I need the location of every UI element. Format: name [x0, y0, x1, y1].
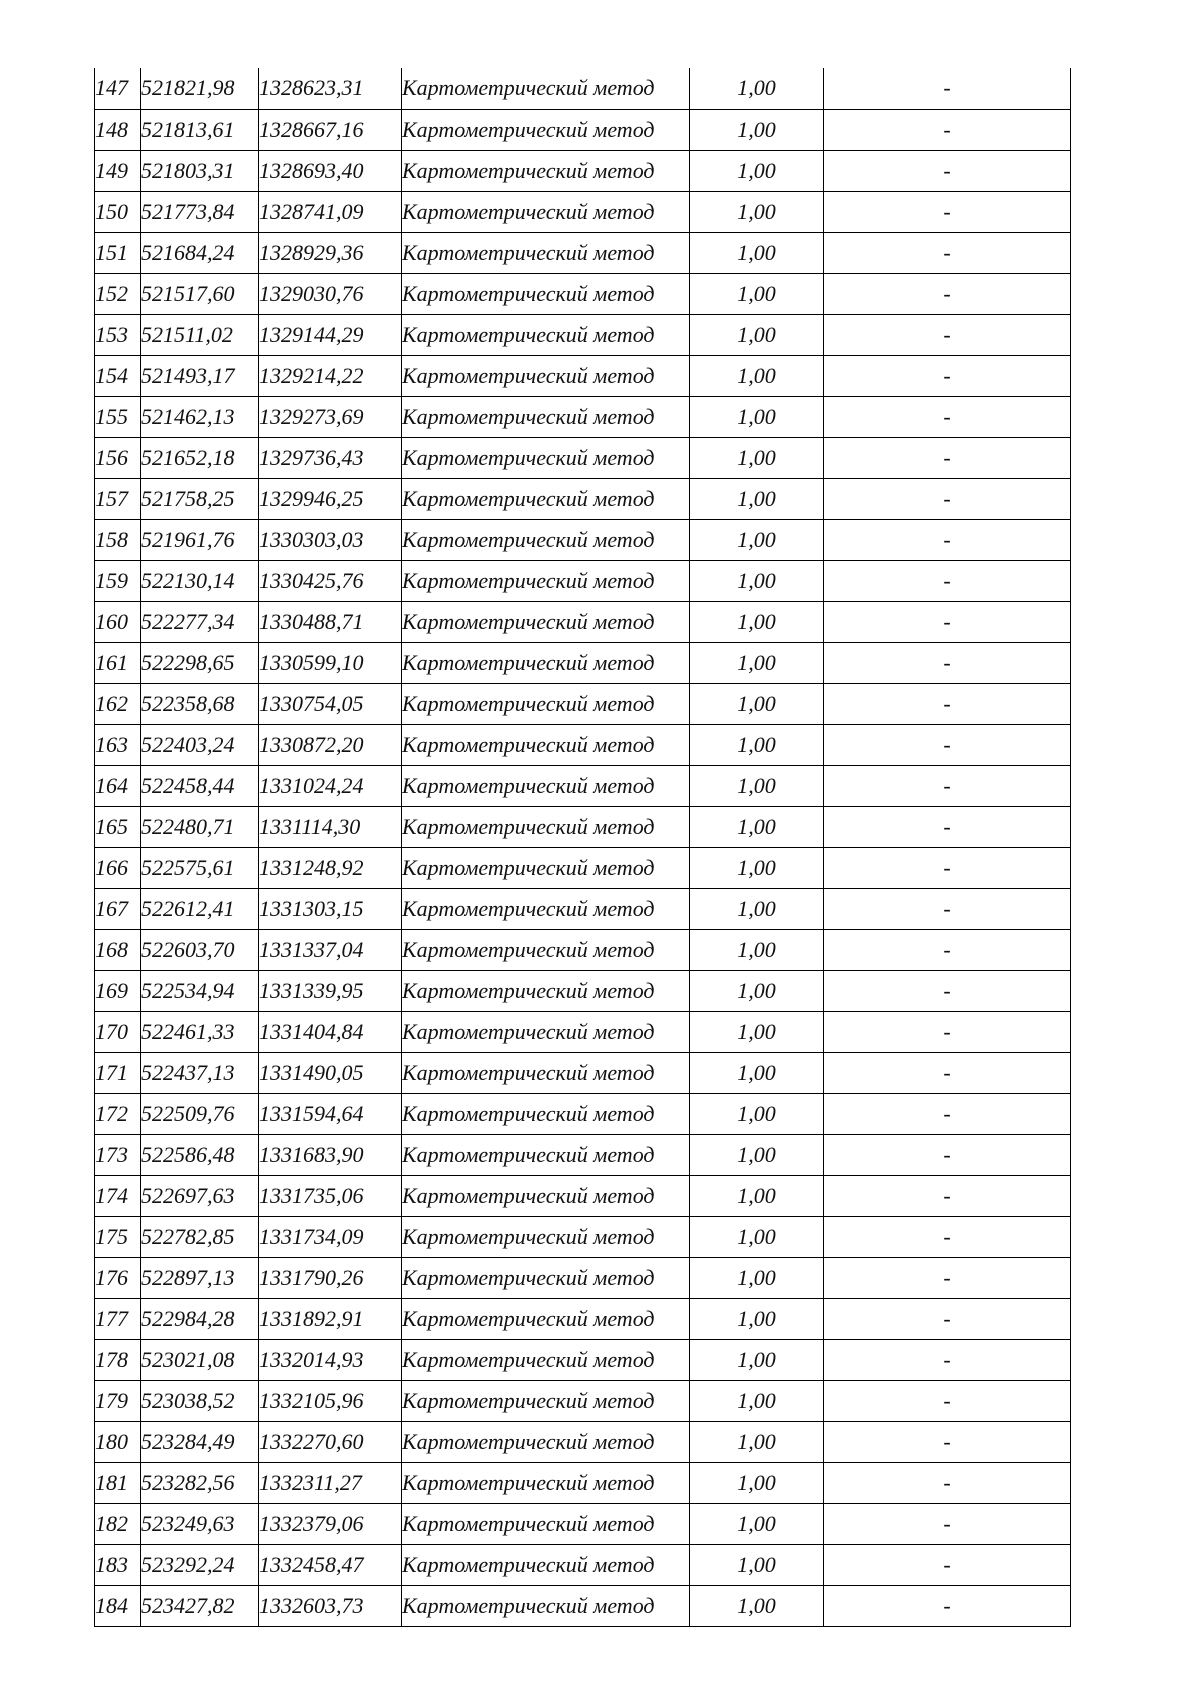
coordinate-y-cell: 1331734,09 [259, 1216, 402, 1257]
point-number-cell: 167 [95, 888, 141, 929]
point-number-cell: 155 [95, 396, 141, 437]
description-cell: - [824, 191, 1071, 232]
point-number-cell: 153 [95, 314, 141, 355]
coordinate-y-cell: 1331114,30 [259, 806, 402, 847]
method-cell: Картометрический метод [402, 1339, 690, 1380]
description-cell: - [824, 601, 1071, 642]
point-number-cell: 179 [95, 1380, 141, 1421]
coordinate-y-cell: 1328667,16 [259, 109, 402, 150]
coordinate-y-cell: 1329214,22 [259, 355, 402, 396]
accuracy-cell: 1,00 [690, 1585, 824, 1626]
accuracy-cell: 1,00 [690, 1298, 824, 1339]
description-cell: - [824, 1052, 1071, 1093]
point-number-cell: 183 [95, 1544, 141, 1585]
accuracy-cell: 1,00 [690, 150, 824, 191]
table-row [95, 1421, 1071, 1462]
coordinate-y-cell: 1331339,95 [259, 970, 402, 1011]
accuracy-cell: 1,00 [690, 765, 824, 806]
coordinate-y-cell: 1328623,31 [259, 68, 402, 109]
description-cell: - [824, 888, 1071, 929]
accuracy-cell: 1,00 [690, 437, 824, 478]
description-cell: - [824, 396, 1071, 437]
method-cell: Картометрический метод [402, 314, 690, 355]
table-row [95, 601, 1071, 642]
description-cell: - [824, 1257, 1071, 1298]
description-cell: - [824, 1339, 1071, 1380]
point-number-cell: 175 [95, 1216, 141, 1257]
table-row [95, 396, 1071, 437]
point-number-cell: 171 [95, 1052, 141, 1093]
accuracy-cell: 1,00 [690, 191, 824, 232]
method-cell: Картометрический метод [402, 1462, 690, 1503]
method-cell: Картометрический метод [402, 1380, 690, 1421]
table-row [95, 1544, 1071, 1585]
table-row [95, 1093, 1071, 1134]
coordinate-x-cell: 523249,63 [141, 1503, 259, 1544]
table-row [95, 1298, 1071, 1339]
description-cell: - [824, 1380, 1071, 1421]
coordinate-x-cell: 522586,48 [141, 1134, 259, 1175]
table-row [95, 929, 1071, 970]
point-number-cell: 159 [95, 560, 141, 601]
table-row [95, 1175, 1071, 1216]
accuracy-cell: 1,00 [690, 847, 824, 888]
accuracy-cell: 1,00 [690, 1257, 824, 1298]
coordinate-x-cell: 521684,24 [141, 232, 259, 273]
description-cell: - [824, 724, 1071, 765]
coordinate-x-cell: 523282,56 [141, 1462, 259, 1503]
coordinate-x-cell: 522782,85 [141, 1216, 259, 1257]
coordinate-x-cell: 523021,08 [141, 1339, 259, 1380]
method-cell: Картометрический метод [402, 1503, 690, 1544]
point-number-cell: 152 [95, 273, 141, 314]
coordinates-table [94, 68, 1071, 1627]
coordinate-y-cell: 1329946,25 [259, 478, 402, 519]
method-cell: Картометрический метод [402, 191, 690, 232]
description-cell: - [824, 765, 1071, 806]
method-cell: Картометрический метод [402, 437, 690, 478]
accuracy-cell: 1,00 [690, 396, 824, 437]
point-number-cell: 176 [95, 1257, 141, 1298]
description-cell: - [824, 68, 1071, 109]
point-number-cell: 177 [95, 1298, 141, 1339]
coordinate-x-cell: 521462,13 [141, 396, 259, 437]
accuracy-cell: 1,00 [690, 806, 824, 847]
table-row [95, 150, 1071, 191]
accuracy-cell: 1,00 [690, 1380, 824, 1421]
coordinate-x-cell: 521961,76 [141, 519, 259, 560]
point-number-cell: 174 [95, 1175, 141, 1216]
accuracy-cell: 1,00 [690, 68, 824, 109]
table-row [95, 68, 1071, 109]
table-row [95, 1134, 1071, 1175]
coordinate-y-cell: 1328929,36 [259, 232, 402, 273]
method-cell: Картометрический метод [402, 642, 690, 683]
coordinate-x-cell: 522509,76 [141, 1093, 259, 1134]
method-cell: Картометрический метод [402, 396, 690, 437]
accuracy-cell: 1,00 [690, 683, 824, 724]
table-row [95, 1052, 1071, 1093]
point-number-cell: 173 [95, 1134, 141, 1175]
method-cell: Картометрический метод [402, 765, 690, 806]
method-cell: Картометрический метод [402, 1585, 690, 1626]
description-cell: - [824, 1093, 1071, 1134]
point-number-cell: 147 [95, 68, 141, 109]
table-row [95, 437, 1071, 478]
coordinate-x-cell: 522130,14 [141, 560, 259, 601]
point-number-cell: 172 [95, 1093, 141, 1134]
coordinate-y-cell: 1329736,43 [259, 437, 402, 478]
coordinate-y-cell: 1332379,06 [259, 1503, 402, 1544]
description-cell: - [824, 519, 1071, 560]
coordinate-y-cell: 1332458,47 [259, 1544, 402, 1585]
coordinate-y-cell: 1329273,69 [259, 396, 402, 437]
document-page [94, 68, 1070, 1627]
coordinate-x-cell: 521773,84 [141, 191, 259, 232]
coordinate-x-cell: 523038,52 [141, 1380, 259, 1421]
table-row [95, 970, 1071, 1011]
method-cell: Картометрический метод [402, 806, 690, 847]
accuracy-cell: 1,00 [690, 1052, 824, 1093]
coordinates-table-body [95, 68, 1071, 1626]
method-cell: Картометрический метод [402, 560, 690, 601]
method-cell: Картометрический метод [402, 519, 690, 560]
coordinate-x-cell: 522984,28 [141, 1298, 259, 1339]
coordinate-x-cell: 522461,33 [141, 1011, 259, 1052]
table-row [95, 1380, 1071, 1421]
coordinate-y-cell: 1330425,76 [259, 560, 402, 601]
point-number-cell: 169 [95, 970, 141, 1011]
accuracy-cell: 1,00 [690, 232, 824, 273]
coordinate-y-cell: 1331404,84 [259, 1011, 402, 1052]
coordinate-x-cell: 522277,34 [141, 601, 259, 642]
point-number-cell: 182 [95, 1503, 141, 1544]
coordinate-y-cell: 1331594,64 [259, 1093, 402, 1134]
method-cell: Картометрический метод [402, 1421, 690, 1462]
point-number-cell: 156 [95, 437, 141, 478]
description-cell: - [824, 806, 1071, 847]
coordinate-x-cell: 522897,13 [141, 1257, 259, 1298]
description-cell: - [824, 109, 1071, 150]
table-row [95, 191, 1071, 232]
method-cell: Картометрический метод [402, 478, 690, 519]
table-row [95, 888, 1071, 929]
point-number-cell: 164 [95, 765, 141, 806]
description-cell: - [824, 560, 1071, 601]
method-cell: Картометрический метод [402, 1298, 690, 1339]
point-number-cell: 181 [95, 1462, 141, 1503]
accuracy-cell: 1,00 [690, 642, 824, 683]
point-number-cell: 180 [95, 1421, 141, 1462]
table-row [95, 109, 1071, 150]
description-cell: - [824, 1585, 1071, 1626]
point-number-cell: 162 [95, 683, 141, 724]
accuracy-cell: 1,00 [690, 724, 824, 765]
coordinate-x-cell: 521821,98 [141, 68, 259, 109]
accuracy-cell: 1,00 [690, 929, 824, 970]
accuracy-cell: 1,00 [690, 1503, 824, 1544]
table-row [95, 1339, 1071, 1380]
accuracy-cell: 1,00 [690, 1011, 824, 1052]
coordinate-x-cell: 522403,24 [141, 724, 259, 765]
coordinate-y-cell: 1331303,15 [259, 888, 402, 929]
table-row [95, 847, 1071, 888]
point-number-cell: 160 [95, 601, 141, 642]
coordinate-y-cell: 1328741,09 [259, 191, 402, 232]
accuracy-cell: 1,00 [690, 519, 824, 560]
coordinate-y-cell: 1331683,90 [259, 1134, 402, 1175]
description-cell: - [824, 1462, 1071, 1503]
method-cell: Картометрический метод [402, 601, 690, 642]
coordinate-y-cell: 1331248,92 [259, 847, 402, 888]
accuracy-cell: 1,00 [690, 1093, 824, 1134]
description-cell: - [824, 1544, 1071, 1585]
accuracy-cell: 1,00 [690, 560, 824, 601]
coordinate-y-cell: 1329144,29 [259, 314, 402, 355]
description-cell: - [824, 1298, 1071, 1339]
coordinate-x-cell: 521517,60 [141, 273, 259, 314]
table-row [95, 1585, 1071, 1626]
method-cell: Картометрический метод [402, 888, 690, 929]
description-cell: - [824, 150, 1071, 191]
description-cell: - [824, 847, 1071, 888]
description-cell: - [824, 1216, 1071, 1257]
point-number-cell: 158 [95, 519, 141, 560]
coordinate-x-cell: 522697,63 [141, 1175, 259, 1216]
method-cell: Картометрический метод [402, 1052, 690, 1093]
table-row [95, 314, 1071, 355]
description-cell: - [824, 683, 1071, 724]
description-cell: - [824, 642, 1071, 683]
method-cell: Картометрический метод [402, 970, 690, 1011]
coordinate-x-cell: 521493,17 [141, 355, 259, 396]
accuracy-cell: 1,00 [690, 478, 824, 519]
accuracy-cell: 1,00 [690, 314, 824, 355]
coordinate-y-cell: 1331490,05 [259, 1052, 402, 1093]
accuracy-cell: 1,00 [690, 970, 824, 1011]
method-cell: Картометрический метод [402, 1134, 690, 1175]
point-number-cell: 154 [95, 355, 141, 396]
method-cell: Картометрический метод [402, 847, 690, 888]
accuracy-cell: 1,00 [690, 1339, 824, 1380]
coordinate-x-cell: 523292,24 [141, 1544, 259, 1585]
description-cell: - [824, 1421, 1071, 1462]
method-cell: Картометрический метод [402, 683, 690, 724]
accuracy-cell: 1,00 [690, 1134, 824, 1175]
coordinate-y-cell: 1332270,60 [259, 1421, 402, 1462]
coordinate-y-cell: 1331735,06 [259, 1175, 402, 1216]
method-cell: Картометрический метод [402, 1011, 690, 1052]
description-cell: - [824, 437, 1071, 478]
table-row [95, 478, 1071, 519]
method-cell: Картометрический метод [402, 109, 690, 150]
coordinate-x-cell: 522358,68 [141, 683, 259, 724]
table-row [95, 1011, 1071, 1052]
point-number-cell: 163 [95, 724, 141, 765]
table-row [95, 273, 1071, 314]
coordinate-x-cell: 521652,18 [141, 437, 259, 478]
coordinate-x-cell: 522298,65 [141, 642, 259, 683]
accuracy-cell: 1,00 [690, 888, 824, 929]
coordinate-y-cell: 1330488,71 [259, 601, 402, 642]
method-cell: Картометрический метод [402, 929, 690, 970]
coordinate-y-cell: 1332014,93 [259, 1339, 402, 1380]
method-cell: Картометрический метод [402, 724, 690, 765]
description-cell: - [824, 478, 1071, 519]
method-cell: Картометрический метод [402, 1257, 690, 1298]
point-number-cell: 166 [95, 847, 141, 888]
point-number-cell: 170 [95, 1011, 141, 1052]
table-row [95, 724, 1071, 765]
accuracy-cell: 1,00 [690, 1175, 824, 1216]
table-row [95, 806, 1071, 847]
point-number-cell: 184 [95, 1585, 141, 1626]
coordinate-x-cell: 521803,31 [141, 150, 259, 191]
coordinate-y-cell: 1330599,10 [259, 642, 402, 683]
table-row [95, 560, 1071, 601]
method-cell: Картометрический метод [402, 1175, 690, 1216]
method-cell: Картометрический метод [402, 232, 690, 273]
description-cell: - [824, 314, 1071, 355]
point-number-cell: 151 [95, 232, 141, 273]
description-cell: - [824, 1011, 1071, 1052]
table-row [95, 1462, 1071, 1503]
coordinate-y-cell: 1328693,40 [259, 150, 402, 191]
accuracy-cell: 1,00 [690, 601, 824, 642]
description-cell: - [824, 355, 1071, 396]
accuracy-cell: 1,00 [690, 1544, 824, 1585]
table-row [95, 519, 1071, 560]
coordinate-y-cell: 1331790,26 [259, 1257, 402, 1298]
coordinate-y-cell: 1331337,04 [259, 929, 402, 970]
method-cell: Картометрический метод [402, 1216, 690, 1257]
accuracy-cell: 1,00 [690, 109, 824, 150]
description-cell: - [824, 273, 1071, 314]
point-number-cell: 161 [95, 642, 141, 683]
coordinate-y-cell: 1331024,24 [259, 765, 402, 806]
point-number-cell: 157 [95, 478, 141, 519]
point-number-cell: 168 [95, 929, 141, 970]
method-cell: Картометрический метод [402, 150, 690, 191]
accuracy-cell: 1,00 [690, 273, 824, 314]
coordinate-y-cell: 1329030,76 [259, 273, 402, 314]
method-cell: Картометрический метод [402, 68, 690, 109]
accuracy-cell: 1,00 [690, 355, 824, 396]
point-number-cell: 178 [95, 1339, 141, 1380]
accuracy-cell: 1,00 [690, 1216, 824, 1257]
coordinate-x-cell: 523427,82 [141, 1585, 259, 1626]
coordinate-y-cell: 1332603,73 [259, 1585, 402, 1626]
table-row [95, 1503, 1071, 1544]
coordinate-x-cell: 522480,71 [141, 806, 259, 847]
description-cell: - [824, 970, 1071, 1011]
coordinate-y-cell: 1330872,20 [259, 724, 402, 765]
table-row [95, 1216, 1071, 1257]
coordinate-y-cell: 1330303,03 [259, 519, 402, 560]
method-cell: Картометрический метод [402, 1544, 690, 1585]
coordinate-y-cell: 1330754,05 [259, 683, 402, 724]
method-cell: Картометрический метод [402, 1093, 690, 1134]
coordinate-y-cell: 1331892,91 [259, 1298, 402, 1339]
description-cell: - [824, 1503, 1071, 1544]
point-number-cell: 149 [95, 150, 141, 191]
accuracy-cell: 1,00 [690, 1421, 824, 1462]
coordinate-y-cell: 1332311,27 [259, 1462, 402, 1503]
coordinate-x-cell: 522603,70 [141, 929, 259, 970]
table-row [95, 1257, 1071, 1298]
coordinate-x-cell: 523284,49 [141, 1421, 259, 1462]
table-row [95, 683, 1071, 724]
coordinate-x-cell: 522534,94 [141, 970, 259, 1011]
table-row [95, 765, 1071, 806]
accuracy-cell: 1,00 [690, 1462, 824, 1503]
coordinate-x-cell: 521758,25 [141, 478, 259, 519]
point-number-cell: 150 [95, 191, 141, 232]
coordinate-x-cell: 522437,13 [141, 1052, 259, 1093]
coordinate-x-cell: 521813,61 [141, 109, 259, 150]
coordinate-x-cell: 521511,02 [141, 314, 259, 355]
description-cell: - [824, 1134, 1071, 1175]
coordinate-x-cell: 522458,44 [141, 765, 259, 806]
point-number-cell: 148 [95, 109, 141, 150]
table-row [95, 232, 1071, 273]
point-number-cell: 165 [95, 806, 141, 847]
description-cell: - [824, 232, 1071, 273]
description-cell: - [824, 929, 1071, 970]
description-cell: - [824, 1175, 1071, 1216]
coordinate-x-cell: 522575,61 [141, 847, 259, 888]
method-cell: Картометрический метод [402, 355, 690, 396]
method-cell: Картометрический метод [402, 273, 690, 314]
table-row [95, 642, 1071, 683]
coordinate-x-cell: 522612,41 [141, 888, 259, 929]
coordinate-y-cell: 1332105,96 [259, 1380, 402, 1421]
table-row [95, 355, 1071, 396]
